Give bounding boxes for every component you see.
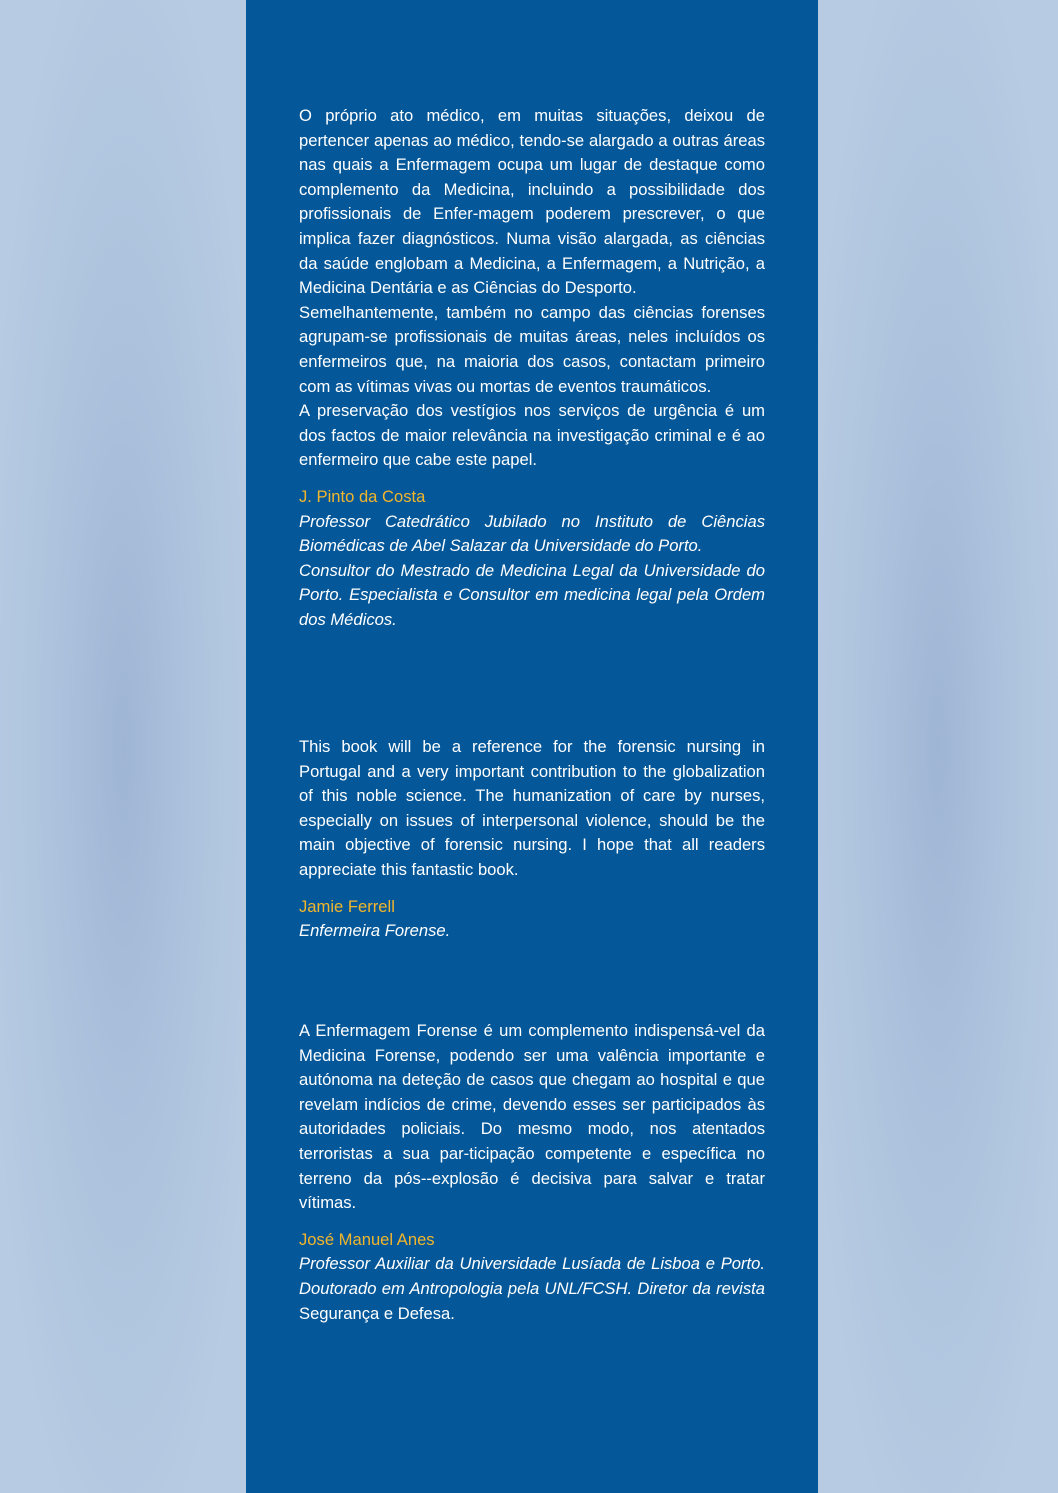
- author-credit: Enfermeira Forense.: [299, 921, 451, 941]
- quote-block-jamie-ferrell: [299, 735, 765, 944]
- quote-block-jose-manuel-anes: [299, 1019, 765, 1326]
- author-credit: Consultor do Mestrado de Medicina Legal da Universidade do Porto. Especialista e Consultor em medicina legal pela Ordem dos Médicos.: [299, 560, 765, 629]
- author-credit: Professor Catedrático Jubilado no Instituto de Ciências Biomédicas de Abel Salazar da Universidade do Porto.: [299, 511, 765, 556]
- background-left: [0, 0, 246, 1493]
- quote-paragraph: A preservação dos vestígios nos serviços de urgência é um dos factos de maior relevância na investigação criminal e é ao enfermeiro que cabe este papel.: [299, 401, 765, 470]
- quote-author: J. Pinto da Costa: [299, 486, 426, 506]
- back-cover-panel: [246, 0, 818, 1493]
- quote-author: Jamie Ferrell: [299, 896, 395, 916]
- quote-block-pinto-da-costa: [299, 104, 765, 632]
- quote-paragraph: O próprio ato médico, em muitas situações, deixou de pertencer apenas ao médico, tendo-se alargado a outras áreas nas quais a Enfermagem ocupa um lugar de destaque como complemento da Medicina, incluindo a possibilidade dos profissionais de Enfer-magem poderem prescrever, o que implica fazer diagnósticos. Numa visão alargada, as ciências da saúde englobam a Medicina, a Enfermagem, a Nutrição, a Medicina Dentária e as Ciências do Desporto.: [299, 106, 765, 298]
- background-right: [818, 0, 1058, 1493]
- quote-author: José Manuel Anes: [299, 1229, 435, 1249]
- quote-paragraph: A Enfermagem Forense é um complemento indispensá-vel da Medicina Forense, podendo ser uma valência importante e autónoma na deteção de casos que chegam ao hospital e que revelam indícios de crime, devendo esses ser participados às autoridades policiais. Do mesmo modo, nos atentados terroristas a sua par-ticipação competente e específica no terreno da pós--explosão é decisiva para salvar e tratar vítimas.: [299, 1021, 765, 1213]
- author-credit-italic: Professor Auxiliar da Universidade Lusíada de Lisboa e Porto. Doutorado em Antropologia pela UNL/FCSH. Diretor da revista: [299, 1254, 765, 1298]
- magazine-title: Segurança e Defesa.: [299, 1303, 455, 1323]
- author-credit: [299, 1252, 765, 1326]
- quote-paragraph: This book will be a reference for the forensic nursing in Portugal and a very important contribution to the globalization of this noble science. The humanization of care by nurses, especially on issues of interpersonal violence, should be the main objective of forensic nursing. I hope that all readers appreciate this fantastic book.: [299, 737, 765, 879]
- quote-paragraph: Semelhantemente, também no campo das ciências forenses agrupam-se profissionais de muitas áreas, neles incluídos os enfermeiros que, na maioria dos casos, contactam primeiro com as vítimas vivas ou mortas de eventos traumáticos.: [299, 302, 765, 396]
